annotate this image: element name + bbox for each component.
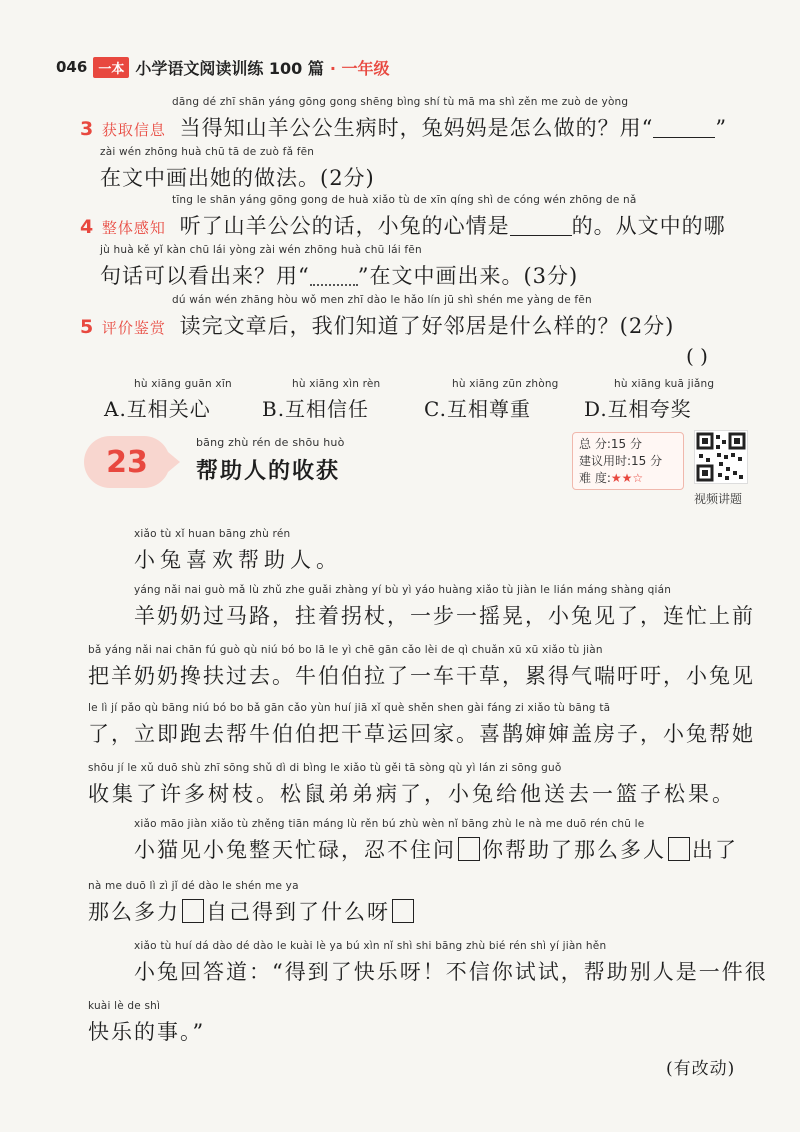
story-text: 你帮助了那么多人	[482, 838, 666, 862]
title-pinyin: bāng zhù rén de shōu huò	[196, 436, 345, 449]
option-pinyin: hù xiāng kuā jiǎng	[614, 378, 715, 390]
option-text: C.互相尊重	[424, 397, 531, 421]
punctuation-box[interactable]	[458, 837, 480, 861]
story-text: 了，立即跑去帮牛伯伯把干草运回家。喜鹊婶婶盖房子，小兔帮她	[88, 722, 755, 746]
score-info-box	[572, 432, 684, 490]
question-number: 5	[80, 316, 95, 338]
pinyin-line: bǎ yáng nǎi nai chān fú guò qù niú bó bo lā le yì chē gān cǎo lèi de qì chuǎn xū xū xiǎo tù jiàn	[88, 644, 603, 656]
pinyin-line: dāng dé zhī shān yáng gōng gong shēng bìng shí tù mā ma shì zěn me zuò de yòng	[172, 96, 629, 108]
pinyin-line: dú wán wén zhāng hòu wǒ men zhī dào le hǎo lín jū shì shén me yàng de fēn	[172, 294, 592, 306]
pinyin-line: le lì jí pǎo qù bāng niú bó bo bǎ gān cǎo yùn huí jiā xǐ què shěn shen gài fáng zi xiǎo tù bāng tā	[88, 702, 611, 714]
punctuation-box[interactable]	[182, 899, 204, 923]
question-tag: 获取信息	[101, 121, 166, 139]
adaptation-note: (有改动)	[666, 1059, 736, 1079]
story-text: 那么多力	[88, 900, 180, 924]
question-text-cont: 的。从文中的哪	[571, 214, 726, 238]
page-header	[56, 52, 390, 82]
story-text: 小猫见小兔整天忙碌，忍不住问	[134, 838, 456, 862]
suggested-time: 建议用时:15 分	[579, 454, 663, 468]
pinyin-line: shōu jí le xǔ duō shù zhī sōng shǔ dì di bìng le xiǎo tù gěi tā sòng qù yì lán zi sōng guǒ	[88, 762, 562, 774]
pinyin-line: xiǎo tù huí dá dào dé dào le kuài lè ya bú xìn nǐ shì shi bāng zhù bié rén shì yí jiàn hěn	[134, 940, 607, 952]
question-text: 句话可以看出来？用“	[100, 264, 310, 288]
pinyin-line: jù huà kě yǐ kàn chū lái yòng zài wén zhōng huà chū lái fēn	[100, 244, 422, 256]
title-text: 帮助人的收获	[196, 459, 341, 484]
difficulty-label: 难 度:	[579, 471, 611, 485]
brand-badge: 一本	[93, 57, 129, 78]
option-text: D.互相夸奖	[584, 397, 692, 421]
passage-number-badge	[84, 436, 170, 488]
page-number: 046	[56, 58, 88, 76]
video-label: 视频讲题	[694, 492, 743, 506]
answer-blank[interactable]	[653, 119, 715, 138]
total-score: 总 分:15 分	[579, 437, 642, 451]
question-tag: 整体感知	[101, 219, 166, 237]
pinyin-line: tīng le shān yáng gōng gong de huà xiǎo tù de xīn qíng shì de cóng wén zhōng de nǎ	[172, 194, 637, 206]
story-text: 自己得到了什么呀	[206, 900, 390, 924]
story-text: 出了	[692, 838, 738, 862]
story-text: 羊奶奶过马路，拄着拐杖，一步一摇晃，小兔见了，连忙上前	[134, 604, 755, 628]
pinyin-line: xiǎo māo jiàn xiǎo tù zhěng tiān máng lù rěn bú zhù wèn nǐ bāng zhù le nà me duō rén chū le	[134, 818, 645, 830]
quote-close: ”	[715, 116, 728, 140]
wavy-underline-mark	[310, 266, 358, 286]
question-text-cont: ”在文中画出来。(3分)	[357, 264, 579, 288]
pinyin-line: kuài lè de shì	[88, 1000, 161, 1012]
question-text: 读完文章后，我们知道了好邻居是什么样的？(2分)	[179, 314, 675, 338]
story-text: 把羊奶奶搀扶过去。牛伯伯拉了一车干草，累得气喘吁吁，小兔见	[88, 664, 755, 688]
option-text: A.互相关心	[104, 397, 211, 421]
grade-label: · 一年级	[329, 58, 390, 78]
pinyin-line: xiǎo tù xǐ huan bāng zhù rén	[134, 528, 291, 540]
passage-number: 23	[106, 444, 148, 480]
story-text: 小兔喜欢帮助人。	[134, 548, 342, 572]
qr-code-icon[interactable]	[694, 430, 748, 484]
question-text: 在文中画出她的做法。(2分)	[100, 166, 375, 190]
option-pinyin: hù xiāng xìn rèn	[292, 378, 381, 390]
pinyin-line: yáng nǎi nai guò mǎ lù zhǔ zhe guǎi zhàng yí bù yì yáo huàng xiǎo tù jiàn le lián máng shàng qián	[134, 584, 672, 596]
difficulty-stars: ★★☆	[610, 471, 644, 485]
question-tag: 评价鉴赏	[101, 319, 166, 337]
punctuation-box[interactable]	[668, 837, 690, 861]
option-pinyin: hù xiāng zūn zhòng	[452, 378, 559, 390]
option-pinyin: hù xiāng guān xīn	[134, 378, 232, 390]
story-text: 收集了许多树枝。松鼠弟弟病了，小兔给他送去一篮子松果。	[88, 782, 736, 806]
question-text: 当得知山羊公公生病时，兔妈妈是怎么做的？用“	[179, 116, 654, 140]
answer-paren[interactable]: ( )	[686, 344, 708, 368]
pinyin-line: zài wén zhōng huà chū tā de zuò fǎ fēn	[100, 146, 315, 158]
question-number: 3	[80, 118, 95, 140]
pinyin-line: nà me duō lì zì jǐ dé dào le shén me ya	[88, 880, 299, 892]
question-text: 听了山羊公公的话，小兔的心情是	[179, 214, 510, 238]
book-title: 小学语文阅读训练 100 篇	[135, 58, 324, 78]
question-number: 4	[80, 216, 95, 238]
story-text: 快乐的事。”	[88, 1020, 206, 1044]
story-text: 小兔回答道：“得到了快乐呀！不信你试试，帮助别人是一件很	[134, 960, 768, 984]
option-text: B.互相信任	[262, 397, 370, 421]
punctuation-box[interactable]	[392, 899, 414, 923]
answer-blank[interactable]	[510, 217, 572, 236]
